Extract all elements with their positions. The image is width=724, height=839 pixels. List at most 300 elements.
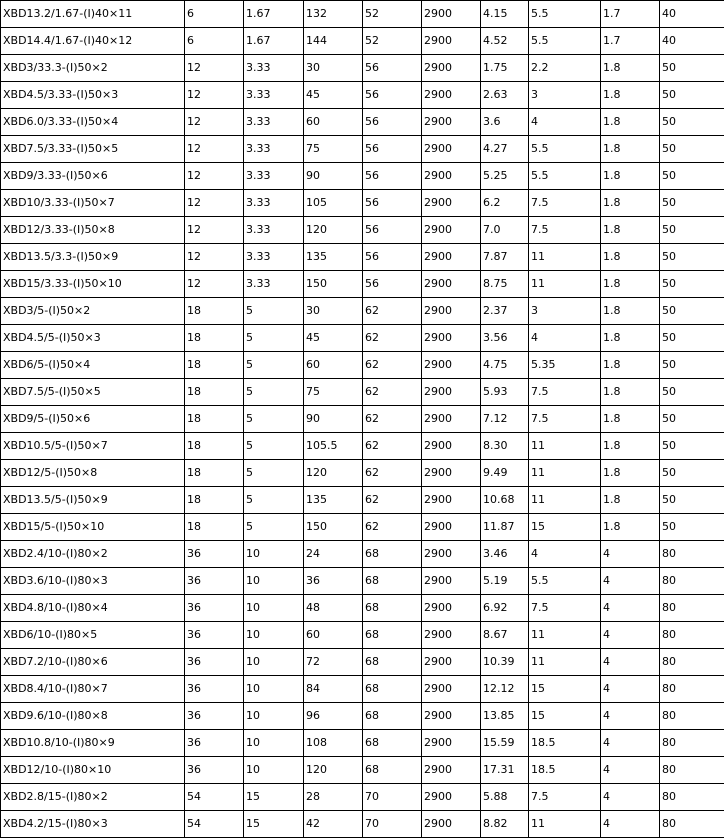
cell-col4: 150: [304, 514, 363, 541]
cell-col4: 150: [304, 271, 363, 298]
cell-col4: 75: [304, 379, 363, 406]
cell-col2: 12: [185, 217, 244, 244]
cell-col8: 5.5: [529, 136, 601, 163]
cell-col9: 4: [601, 703, 660, 730]
cell-col4: 96: [304, 703, 363, 730]
cell-col8: 11: [529, 811, 601, 838]
cell-col2: 36: [185, 649, 244, 676]
cell-col5: 70: [363, 784, 422, 811]
cell-col7: 3.56: [481, 325, 529, 352]
cell-col9: 4: [601, 541, 660, 568]
cell-model: XBD7.2/10-(I)80×6: [1, 649, 185, 676]
cell-col6: 2900: [422, 190, 481, 217]
cell-model: XBD10/3.33-(I)50×7: [1, 190, 185, 217]
cell-col10: 50: [660, 514, 724, 541]
cell-col7: 1.75: [481, 55, 529, 82]
cell-col9: 4: [601, 757, 660, 784]
cell-col10: 80: [660, 595, 724, 622]
cell-col10: 50: [660, 352, 724, 379]
cell-col3: 10: [244, 757, 304, 784]
cell-col9: 4: [601, 784, 660, 811]
cell-col2: 36: [185, 703, 244, 730]
cell-col10: 80: [660, 622, 724, 649]
cell-model: XBD6/10-(I)80×5: [1, 622, 185, 649]
cell-col9: 4: [601, 595, 660, 622]
cell-col5: 62: [363, 379, 422, 406]
cell-col7: 4.52: [481, 28, 529, 55]
cell-col8: 11: [529, 622, 601, 649]
cell-col6: 2900: [422, 244, 481, 271]
table-row: [1, 784, 724, 811]
cell-col2: 18: [185, 298, 244, 325]
cell-col6: 2900: [422, 757, 481, 784]
cell-col6: 2900: [422, 460, 481, 487]
cell-col3: 5: [244, 514, 304, 541]
cell-col2: 6: [185, 28, 244, 55]
cell-col2: 12: [185, 109, 244, 136]
cell-col9: 1.8: [601, 352, 660, 379]
cell-col6: 2900: [422, 622, 481, 649]
cell-col9: 4: [601, 676, 660, 703]
cell-col9: 1.8: [601, 487, 660, 514]
cell-col4: 90: [304, 163, 363, 190]
cell-model: XBD7.5/5-(I)50×5: [1, 379, 185, 406]
cell-col4: 72: [304, 649, 363, 676]
cell-model: XBD12/10-(I)80×10: [1, 757, 185, 784]
cell-col3: 3.33: [244, 82, 304, 109]
cell-col3: 15: [244, 811, 304, 838]
cell-col8: 4: [529, 109, 601, 136]
cell-col5: 56: [363, 55, 422, 82]
cell-col3: 10: [244, 541, 304, 568]
cell-col3: 10: [244, 703, 304, 730]
cell-col10: 80: [660, 676, 724, 703]
cell-col5: 56: [363, 190, 422, 217]
cell-col10: 80: [660, 757, 724, 784]
cell-model: XBD9/3.33-(I)50×6: [1, 163, 185, 190]
cell-col5: 62: [363, 487, 422, 514]
cell-col10: 80: [660, 784, 724, 811]
cell-col4: 120: [304, 757, 363, 784]
cell-col5: 68: [363, 541, 422, 568]
cell-col3: 3.33: [244, 217, 304, 244]
cell-col6: 2900: [422, 541, 481, 568]
cell-col4: 120: [304, 460, 363, 487]
cell-col4: 60: [304, 109, 363, 136]
cell-col8: 5.5: [529, 28, 601, 55]
table-row: [1, 55, 724, 82]
table-row: [1, 568, 724, 595]
cell-col3: 5: [244, 352, 304, 379]
table-row: [1, 28, 724, 55]
cell-model: XBD4.5/5-(I)50×3: [1, 325, 185, 352]
cell-col3: 3.33: [244, 190, 304, 217]
cell-col8: 11: [529, 649, 601, 676]
cell-model: XBD10.8/10-(I)80×9: [1, 730, 185, 757]
cell-col5: 56: [363, 271, 422, 298]
cell-col8: 4: [529, 325, 601, 352]
cell-col8: 18.5: [529, 757, 601, 784]
cell-model: XBD6/5-(I)50×4: [1, 352, 185, 379]
table-row: [1, 190, 724, 217]
cell-model: XBD3/33.3-(I)50×2: [1, 55, 185, 82]
cell-col7: 8.75: [481, 271, 529, 298]
cell-col7: 8.82: [481, 811, 529, 838]
cell-col2: 12: [185, 271, 244, 298]
cell-col9: 1.8: [601, 406, 660, 433]
cell-col10: 40: [660, 28, 724, 55]
table-row: [1, 487, 724, 514]
cell-col10: 80: [660, 649, 724, 676]
cell-model: XBD13.5/5-(I)50×9: [1, 487, 185, 514]
cell-col6: 2900: [422, 55, 481, 82]
cell-col9: 1.8: [601, 271, 660, 298]
cell-col8: 15: [529, 703, 601, 730]
cell-col10: 50: [660, 136, 724, 163]
cell-col6: 2900: [422, 82, 481, 109]
cell-col2: 36: [185, 730, 244, 757]
cell-col8: 15: [529, 514, 601, 541]
cell-col6: 2900: [422, 649, 481, 676]
cell-col5: 52: [363, 1, 422, 28]
cell-col10: 80: [660, 541, 724, 568]
cell-col7: 17.31: [481, 757, 529, 784]
cell-col6: 2900: [422, 163, 481, 190]
cell-col5: 62: [363, 514, 422, 541]
cell-col4: 84: [304, 676, 363, 703]
cell-model: XBD7.5/3.33-(I)50×5: [1, 136, 185, 163]
cell-model: XBD9/5-(I)50×6: [1, 406, 185, 433]
cell-col9: 1.8: [601, 460, 660, 487]
cell-col3: 5: [244, 298, 304, 325]
table-row: [1, 514, 724, 541]
cell-model: XBD12/3.33-(I)50×8: [1, 217, 185, 244]
cell-col8: 5.35: [529, 352, 601, 379]
cell-col7: 4.27: [481, 136, 529, 163]
cell-col8: 5.5: [529, 163, 601, 190]
cell-col4: 30: [304, 298, 363, 325]
table-row: [1, 757, 724, 784]
cell-col9: 1.8: [601, 514, 660, 541]
cell-col4: 60: [304, 622, 363, 649]
cell-col9: 1.7: [601, 1, 660, 28]
cell-col6: 2900: [422, 811, 481, 838]
cell-col2: 36: [185, 622, 244, 649]
cell-model: XBD4.5/3.33-(I)50×3: [1, 82, 185, 109]
cell-col7: 10.68: [481, 487, 529, 514]
cell-col8: 5.5: [529, 568, 601, 595]
cell-col3: 10: [244, 568, 304, 595]
cell-col6: 2900: [422, 298, 481, 325]
cell-col6: 2900: [422, 730, 481, 757]
cell-col10: 50: [660, 244, 724, 271]
cell-col3: 5: [244, 460, 304, 487]
cell-col3: 10: [244, 622, 304, 649]
cell-col3: 3.33: [244, 136, 304, 163]
cell-col4: 30: [304, 55, 363, 82]
cell-col7: 2.63: [481, 82, 529, 109]
cell-col5: 56: [363, 82, 422, 109]
cell-col2: 18: [185, 352, 244, 379]
table-row: [1, 217, 724, 244]
cell-col7: 5.25: [481, 163, 529, 190]
cell-col6: 2900: [422, 676, 481, 703]
cell-col2: 36: [185, 757, 244, 784]
cell-col6: 2900: [422, 379, 481, 406]
cell-col5: 68: [363, 595, 422, 622]
table-row: [1, 676, 724, 703]
cell-col8: 15: [529, 676, 601, 703]
cell-col7: 5.93: [481, 379, 529, 406]
cell-col6: 2900: [422, 136, 481, 163]
cell-col8: 3: [529, 82, 601, 109]
cell-col9: 4: [601, 730, 660, 757]
cell-col2: 6: [185, 1, 244, 28]
cell-col6: 2900: [422, 703, 481, 730]
cell-col5: 68: [363, 757, 422, 784]
cell-col4: 24: [304, 541, 363, 568]
table-row: [1, 703, 724, 730]
cell-col5: 56: [363, 244, 422, 271]
cell-col3: 3.33: [244, 109, 304, 136]
cell-col10: 50: [660, 163, 724, 190]
cell-col9: 4: [601, 622, 660, 649]
cell-col9: 1.8: [601, 55, 660, 82]
cell-model: XBD2.4/10-(I)80×2: [1, 541, 185, 568]
cell-col8: 4: [529, 541, 601, 568]
table-row: [1, 433, 724, 460]
cell-col2: 12: [185, 136, 244, 163]
table-row: [1, 352, 724, 379]
cell-col5: 56: [363, 136, 422, 163]
cell-col8: 11: [529, 460, 601, 487]
cell-col7: 4.15: [481, 1, 529, 28]
cell-col7: 7.12: [481, 406, 529, 433]
cell-col3: 5: [244, 406, 304, 433]
cell-col6: 2900: [422, 109, 481, 136]
cell-col8: 7.5: [529, 190, 601, 217]
cell-col7: 9.49: [481, 460, 529, 487]
cell-col3: 10: [244, 649, 304, 676]
cell-col8: 7.5: [529, 217, 601, 244]
cell-col5: 62: [363, 460, 422, 487]
table-row: [1, 541, 724, 568]
cell-col4: 105: [304, 190, 363, 217]
table-row: [1, 595, 724, 622]
cell-col5: 68: [363, 622, 422, 649]
cell-col2: 18: [185, 514, 244, 541]
table-body: [1, 1, 724, 838]
cell-col6: 2900: [422, 595, 481, 622]
table-row: [1, 649, 724, 676]
cell-col7: 15.59: [481, 730, 529, 757]
cell-col7: 6.92: [481, 595, 529, 622]
table-row: [1, 730, 724, 757]
cell-col7: 7.87: [481, 244, 529, 271]
cell-col5: 62: [363, 352, 422, 379]
cell-col10: 50: [660, 109, 724, 136]
cell-col2: 12: [185, 163, 244, 190]
cell-col2: 18: [185, 460, 244, 487]
cell-col10: 50: [660, 487, 724, 514]
cell-col7: 11.87: [481, 514, 529, 541]
cell-col7: 5.88: [481, 784, 529, 811]
cell-col8: 11: [529, 244, 601, 271]
cell-col10: 50: [660, 379, 724, 406]
cell-col6: 2900: [422, 1, 481, 28]
cell-col6: 2900: [422, 568, 481, 595]
cell-col6: 2900: [422, 352, 481, 379]
cell-col10: 80: [660, 568, 724, 595]
cell-col5: 56: [363, 163, 422, 190]
cell-model: XBD8.4/10-(I)80×7: [1, 676, 185, 703]
cell-col10: 50: [660, 460, 724, 487]
cell-model: XBD15/3.33-(I)50×10: [1, 271, 185, 298]
cell-col10: 80: [660, 730, 724, 757]
cell-col7: 8.30: [481, 433, 529, 460]
cell-col10: 50: [660, 298, 724, 325]
cell-col5: 68: [363, 676, 422, 703]
cell-col3: 3.33: [244, 271, 304, 298]
cell-col2: 12: [185, 55, 244, 82]
cell-col9: 1.8: [601, 298, 660, 325]
cell-col8: 11: [529, 487, 601, 514]
cell-col7: 2.37: [481, 298, 529, 325]
cell-col4: 45: [304, 325, 363, 352]
cell-col10: 50: [660, 82, 724, 109]
cell-col4: 108: [304, 730, 363, 757]
cell-col5: 68: [363, 703, 422, 730]
cell-col4: 132: [304, 1, 363, 28]
cell-col3: 10: [244, 595, 304, 622]
cell-col2: 12: [185, 244, 244, 271]
cell-col9: 1.8: [601, 82, 660, 109]
cell-col5: 56: [363, 217, 422, 244]
table-row: [1, 298, 724, 325]
cell-col3: 10: [244, 730, 304, 757]
cell-model: XBD3.6/10-(I)80×3: [1, 568, 185, 595]
table-row: [1, 811, 724, 838]
cell-model: XBD12/5-(I)50×8: [1, 460, 185, 487]
cell-col3: 3.33: [244, 163, 304, 190]
cell-col7: 3.46: [481, 541, 529, 568]
cell-col8: 11: [529, 271, 601, 298]
cell-col2: 54: [185, 811, 244, 838]
cell-col2: 36: [185, 568, 244, 595]
cell-model: XBD13.2/1.67-(I)40×11: [1, 1, 185, 28]
cell-col3: 5: [244, 487, 304, 514]
cell-col4: 105.5: [304, 433, 363, 460]
cell-col6: 2900: [422, 433, 481, 460]
cell-col9: 4: [601, 811, 660, 838]
cell-col7: 12.12: [481, 676, 529, 703]
cell-col9: 1.8: [601, 190, 660, 217]
cell-col2: 36: [185, 541, 244, 568]
cell-col4: 36: [304, 568, 363, 595]
cell-col3: 1.67: [244, 28, 304, 55]
cell-col9: 1.8: [601, 379, 660, 406]
table-row: [1, 406, 724, 433]
table-row: [1, 325, 724, 352]
cell-col4: 28: [304, 784, 363, 811]
cell-col2: 18: [185, 487, 244, 514]
cell-model: XBD13.5/3.3-(I)50×9: [1, 244, 185, 271]
table-row: [1, 82, 724, 109]
cell-col4: 120: [304, 217, 363, 244]
cell-col3: 15: [244, 784, 304, 811]
cell-col7: 13.85: [481, 703, 529, 730]
cell-col8: 5.5: [529, 1, 601, 28]
cell-col8: 3: [529, 298, 601, 325]
table-row: [1, 622, 724, 649]
cell-col2: 18: [185, 406, 244, 433]
cell-col3: 5: [244, 379, 304, 406]
cell-col5: 62: [363, 298, 422, 325]
cell-col3: 10: [244, 676, 304, 703]
cell-col10: 80: [660, 703, 724, 730]
cell-col4: 144: [304, 28, 363, 55]
cell-model: XBD4.2/15-(I)80×3: [1, 811, 185, 838]
cell-col5: 52: [363, 28, 422, 55]
table-row: [1, 379, 724, 406]
cell-col10: 40: [660, 1, 724, 28]
cell-col5: 56: [363, 109, 422, 136]
cell-col2: 12: [185, 190, 244, 217]
cell-col5: 68: [363, 730, 422, 757]
cell-col7: 10.39: [481, 649, 529, 676]
cell-col7: 5.19: [481, 568, 529, 595]
cell-col9: 1.8: [601, 217, 660, 244]
cell-col4: 135: [304, 487, 363, 514]
cell-col8: 7.5: [529, 379, 601, 406]
cell-col8: 7.5: [529, 595, 601, 622]
cell-col4: 135: [304, 244, 363, 271]
cell-col5: 62: [363, 433, 422, 460]
cell-col9: 1.8: [601, 244, 660, 271]
cell-col6: 2900: [422, 28, 481, 55]
cell-col3: 5: [244, 433, 304, 460]
cell-col3: 1.67: [244, 1, 304, 28]
cell-col7: 3.6: [481, 109, 529, 136]
cell-col5: 70: [363, 811, 422, 838]
cell-model: XBD14.4/1.67-(I)40×12: [1, 28, 185, 55]
cell-model: XBD4.8/10-(I)80×4: [1, 595, 185, 622]
table-row: [1, 271, 724, 298]
cell-col10: 50: [660, 271, 724, 298]
cell-col10: 50: [660, 190, 724, 217]
cell-col6: 2900: [422, 514, 481, 541]
cell-col9: 1.8: [601, 136, 660, 163]
cell-col5: 62: [363, 406, 422, 433]
cell-col7: 8.67: [481, 622, 529, 649]
cell-col8: 2.2: [529, 55, 601, 82]
cell-col4: 75: [304, 136, 363, 163]
cell-model: XBD2.8/15-(I)80×2: [1, 784, 185, 811]
cell-col5: 68: [363, 649, 422, 676]
cell-col9: 4: [601, 568, 660, 595]
cell-col9: 4: [601, 649, 660, 676]
table-row: [1, 1, 724, 28]
cell-col6: 2900: [422, 325, 481, 352]
cell-col6: 2900: [422, 487, 481, 514]
cell-col10: 50: [660, 217, 724, 244]
cell-model: XBD10.5/5-(I)50×7: [1, 433, 185, 460]
cell-col4: 42: [304, 811, 363, 838]
cell-model: XBD9.6/10-(I)80×8: [1, 703, 185, 730]
cell-col8: 18.5: [529, 730, 601, 757]
cell-col3: 5: [244, 325, 304, 352]
cell-model: XBD3/5-(I)50×2: [1, 298, 185, 325]
